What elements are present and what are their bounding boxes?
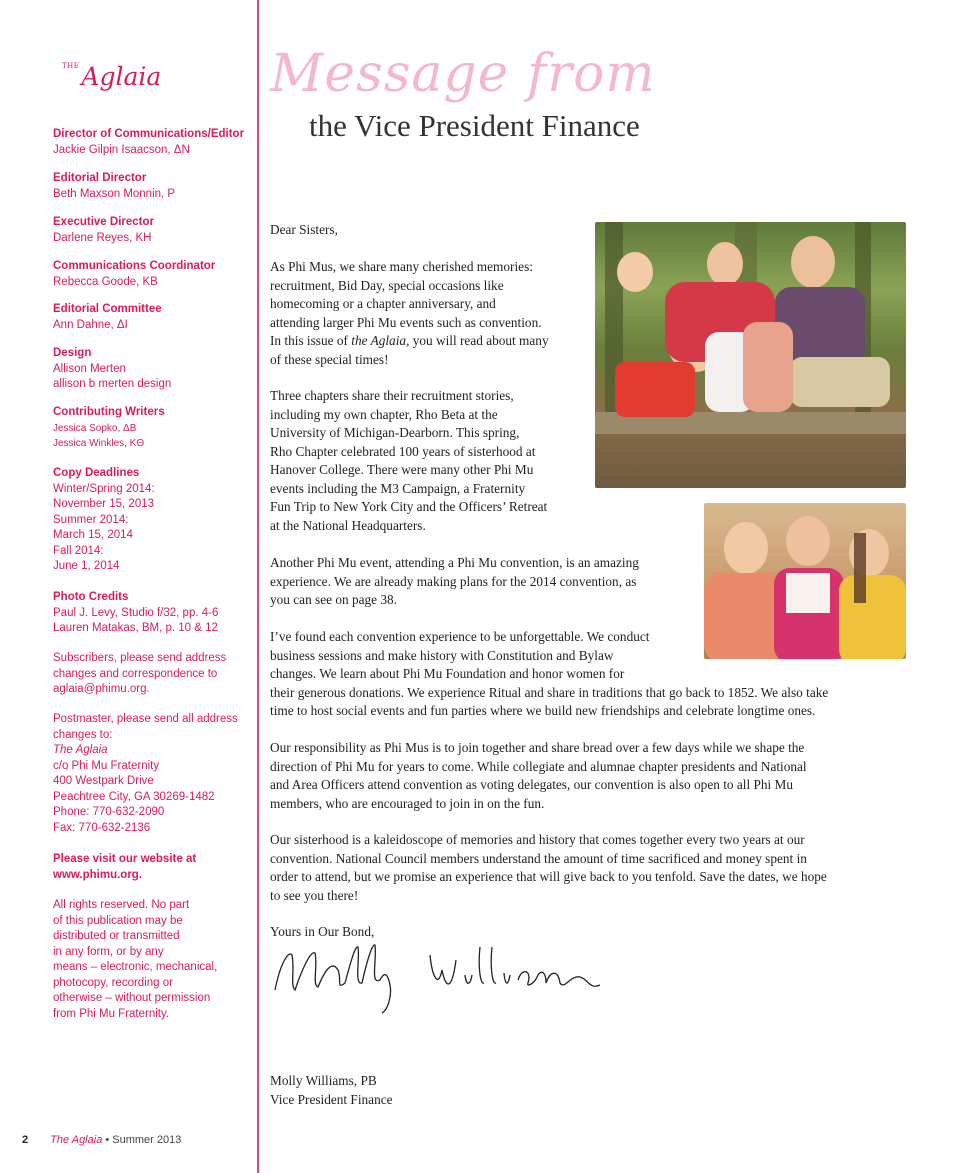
sidebar-divider (257, 0, 259, 1173)
contributing-writers: Contributing Writers Jessica Sopko, ΔB Jessica Winkles, KΘ (53, 406, 165, 449)
letter-paragraph-6: Our sisterhood is a kaleidoscope of memories and history that comes together every two years at our convention. National Council members understand the amount of time sacrificed and money spent in order to attend, but we promise an experience that will give back to you tenfold. Save the dates, we hope to see you there! (270, 832, 827, 903)
script-title: Message from (270, 44, 656, 104)
postmaster-note: Postmaster, please send all address changes to: The Aglaia c/o Phi Mu Fraternity 400 Westpark Drive Peachtree City, GA 30269-1482 Phone: 770-632-2090 Fax: 770-632-2136 (53, 713, 238, 834)
letter-paragraph-2: Three chapters share their recruitment stories, including my own chapter, Rho Beta at the University of Michigan-Dearborn. This spring, Rho Chapter celebrated 100 years of sisterhood at Hanover College. There were many other Phi Mu events including the M3 Campaign, a Fraternity Fun Trip to New York City and the Officers’ Retreat at the National Headquarters. (270, 388, 548, 533)
staff-executive-director: Executive Director Darlene Reyes, KH (53, 216, 154, 244)
staff-communications-coordinator: Communications Coordinator Rebecca Goode, KB (53, 260, 216, 288)
letter-salutation: Dear Sisters, (270, 222, 338, 237)
handwritten-signature (270, 935, 620, 1015)
footer-magazine: The Aglaia (50, 1134, 103, 1146)
photo-credits: Photo Credits Paul J. Levy, Studio f/32, pp. 4-6 Lauren Matakas, BM, p. 10 & 12 (53, 591, 219, 634)
signature-block: Molly Williams, PB Vice President Finance (270, 1073, 393, 1107)
website-note: Please visit our website at www.phimu.org. (53, 852, 253, 883)
website-link[interactable]: www.phimu.org. (53, 868, 143, 881)
letter-closing: Yours in Our Bond, (270, 924, 375, 939)
staff-editorial-director: Editorial Director Beth Maxson Monnin, P (53, 172, 176, 200)
aglaia-logo: $^{THE}$Aglaia (62, 62, 162, 91)
page-footer (22, 1134, 181, 1146)
staff-editorial-committee: Editorial Committee Ann Dahne, ΔI (53, 303, 162, 331)
letter-paragraph-4: I’ve found each convention experience to be unforgettable. We conduct business sessions and make history with Constitution and Bylaw changes. We learn about Phi Mu Foundation and honor women for their generous donations. We experience Ritual and share in traditions that go back to 1852. We also take time to host social events and fun parties where we build new friendships and celebrate longtime ones. (270, 629, 829, 718)
family-photo (595, 222, 906, 488)
copy-deadlines: Copy Deadlines Winter/Spring 2014: November 15, 2013 Summer 2014: March 15, 2014 Fall 2014: June 1, 2014 (53, 467, 155, 572)
staff-director-communications: Director of Communications/Editor Jackie Gilpin Isaacson, ΔN (53, 128, 245, 156)
letter-paragraph-5: Our responsibility as Phi Mus is to join together and share bread over a few days while we shape the direction of Phi Mu for years to come. While collegiate and alumnae chapter presidents and National and Area Officers attend convention as voting delegates, our convention is also open to all Phi Mu members, who are encouraged to join in on the fun. (270, 740, 807, 811)
family-photo-illustration (595, 222, 906, 488)
masthead-sidebar (0, 0, 257, 1173)
letter-paragraph-3: Another Phi Mu event, attending a Phi Mu convention, is an amazing experience. We are already making plans for the 2014 convention, as you can see on page 38. (270, 555, 639, 607)
footer-issue: • Summer 2013 (102, 1134, 182, 1146)
rights-notice: All rights reserved. No part of this publication may be distributed or transmitted in any form, or by any means – electronic, mechanical, photocopy, recording or otherwise – without permission from Phi Mu Fraternity. (53, 899, 218, 1020)
page-title: the Vice President Finance (309, 108, 640, 143)
page-number: 2 (22, 1134, 29, 1146)
subscribers-note: Subscribers, please send address changes and correspondence to aglaia@phimu.org. (53, 652, 227, 695)
letter-paragraph-1: As Phi Mus, we share many cherished memories: recruitment, Bid Day, special occasions like homecoming or a chapter anniversary, and attending larger Phi Mu events such as convention. In this issue of the Aglaia, you will read about many of these special times! (270, 259, 549, 367)
staff-design: Design Allison Merten allison b merten design (53, 347, 172, 390)
